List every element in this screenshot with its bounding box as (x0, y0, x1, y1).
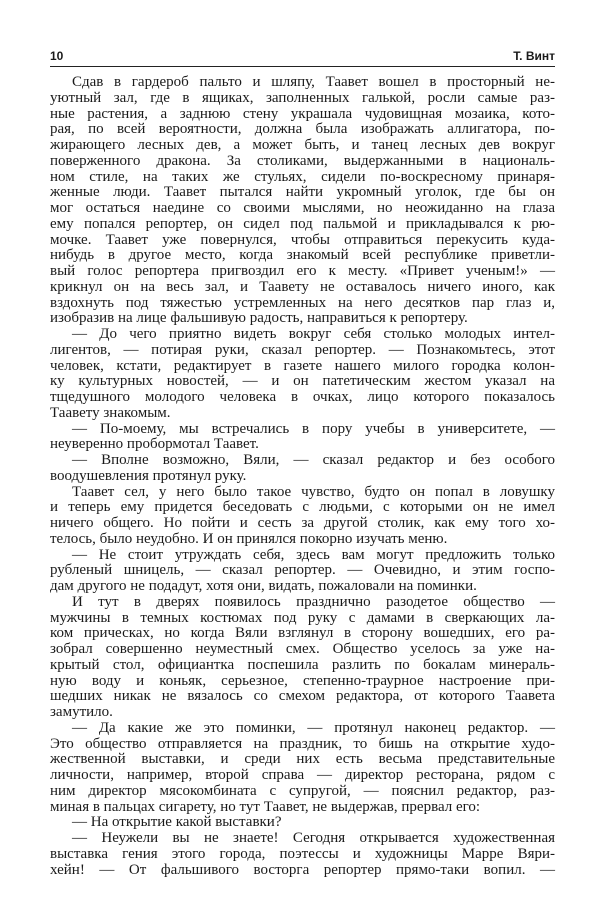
text-line: тщедушного молодого человека в очках, лицо которого показалось (50, 389, 555, 405)
text-line: Таавет сел, у него было такое чувство, будто он попал в ловушку (72, 483, 555, 500)
text-line: зобрал совершенно неуместный смех. Общество уселось за уже на- (50, 641, 555, 657)
text-line: — Не стоит утруждать себя, здесь вам могут предложить только (72, 546, 555, 563)
running-header (50, 49, 555, 65)
text-line: неуверенно пробормотал Таавет. (50, 436, 259, 453)
text-line: поверженного дракона. За столиками, выдержанными в националь- (50, 152, 555, 169)
text-line: ним директор мясокомбината с супругой, — пояснил редактор, раз- (50, 782, 555, 799)
text-line: Сдав в гардероб пальто и шляпу, Таавет вошел в просторный не- (72, 74, 555, 90)
text-line: мужчины в темных костюмах под руку с дамами в сверкающих ла- (50, 609, 555, 626)
text-line: ничего общего. Но пойти и сесть за другой столик, как ему того хо- (50, 515, 555, 531)
paragraph (50, 453, 555, 485)
text-line: хейн! — От фальшивого восторга репортер прямо-таки вопил. — (50, 861, 555, 878)
paragraph (50, 831, 555, 878)
text-line: жирающего лесных дев, а может быть, и танец лесных дев вокруг (50, 137, 555, 153)
text-line: дам другого не подадут, хотя они, видать, пожаловали на поминки. (50, 578, 477, 594)
text-line: нибудь в другое место, когда знакомый всей республике приветли- (50, 247, 555, 264)
paragraph (50, 485, 555, 548)
text-line: ку культурных новостей, — и он патетическим жестом указал на (50, 373, 555, 390)
text-line: телось, было неудобно. И он принялся покорно изучать меню. (50, 530, 448, 547)
page-number: 10 (50, 49, 64, 63)
text-line: — Вполне возможно, Вяли, — сказал редактор и без особого (72, 452, 555, 468)
text-line: шедших никак не вязалось со смехом редактора, от которого Таавета (50, 688, 555, 705)
text-line: человек, кстати, редактирует в газете нашего милого городка колон- (50, 357, 555, 374)
text-line: лигентов, — потирая руки, сказал репортер. — Познакомьтесь, этот (50, 341, 555, 358)
paragraph (50, 75, 555, 327)
paragraph (50, 422, 555, 454)
text-line: мог остаться наедине со своими мыслями, но неожиданно на глаза (50, 200, 555, 216)
text-line: рубленый шницель, — сказал репортер. — Очевидно, и этим госпо- (50, 562, 555, 579)
text-line: крикнул он на весь зал, и Таавету не оставалось ничего иного, как (50, 278, 555, 295)
text-line: крытый стол, официантка поспешила разлить по бокалам минераль- (50, 656, 555, 673)
paragraph (50, 595, 555, 721)
text-line: — Неужели вы не знаете! Сегодня открывается художественная (72, 830, 555, 846)
text-line: личности, например, второй справа — директор ресторана, рядом с (50, 767, 555, 783)
text-line: ную воду и коньяк, серьезное, степенно-траурное настроение при- (50, 672, 555, 689)
text-line: рая, по всей вероятности, должна была изображать аллигатора, по- (50, 121, 555, 138)
text-line: воодушевления протянул руку. (50, 467, 247, 484)
text-line: жественной выставки, и среди них есть весьма представительные (50, 751, 555, 768)
header-rule (50, 66, 555, 67)
text-line: И тут в дверях появилось празднично разодетое общество — (72, 593, 555, 610)
paragraph (50, 721, 555, 816)
text-line: ном стиле, на таких же стульях, сидели по-воскресному принаря- (50, 168, 555, 185)
text-line: — По-моему, мы встречались в пору учебы в университете, — (72, 420, 555, 437)
text-line: — На открытие какой выставки? (72, 814, 282, 831)
text-line: ные растения, а заднюю стену украшала чудовищная мозаика, кото- (50, 105, 555, 122)
text-line: и теперь ему придется беседовать с людьми, с которыми он не имел (50, 499, 555, 516)
text-line: — Да какие же это поминки, — протянул наконец редактор. — (72, 719, 555, 736)
text-line: — До чего приятно видеть вокруг себя столько молодых интел- (72, 326, 555, 342)
text-line: изобразив на лице фальшивую радость, направиться к репортеру. (50, 310, 468, 327)
text-line: женные люди. Таавет пытался найти укромный уголок, где бы он (50, 184, 555, 201)
running-author: Т. Винт (513, 49, 555, 63)
text-line: ему попался репортер, он сидел под пальмой и прикладывался к рю- (50, 215, 555, 232)
paragraph (50, 815, 555, 831)
text-line: уютный зал, где в ящиках, заполненных галькой, росли самые раз- (50, 89, 555, 106)
text-line: выставка гения этого города, поэтессы и художницы Марре Вяри- (50, 845, 555, 862)
page-body-text (50, 75, 555, 878)
text-line: Таавету знакомым. (50, 404, 171, 421)
text-line: мочке. Таавет уже повернулся, чтобы отправиться перекусить куда- (50, 231, 555, 248)
text-line: миная в пальцах сигарету, но тут Таавет, не выдержав, прервал его: (50, 798, 481, 815)
paragraph (50, 327, 555, 422)
text-line: Это общество отправляется на праздник, то бишь на открытие худо- (50, 735, 555, 752)
text-line: вый голос репортера пригвоздил его к месту. «Привет ученым!» — (50, 263, 555, 279)
text-line: вздохнуть под тяжестью устремленных на него десятков пар глаз и, (50, 294, 555, 311)
text-line: ком прическах, но когда Вяли взглянул в сторону вошедших, его ра- (50, 625, 555, 642)
paragraph (50, 548, 555, 595)
text-line: замутило. (50, 704, 113, 720)
